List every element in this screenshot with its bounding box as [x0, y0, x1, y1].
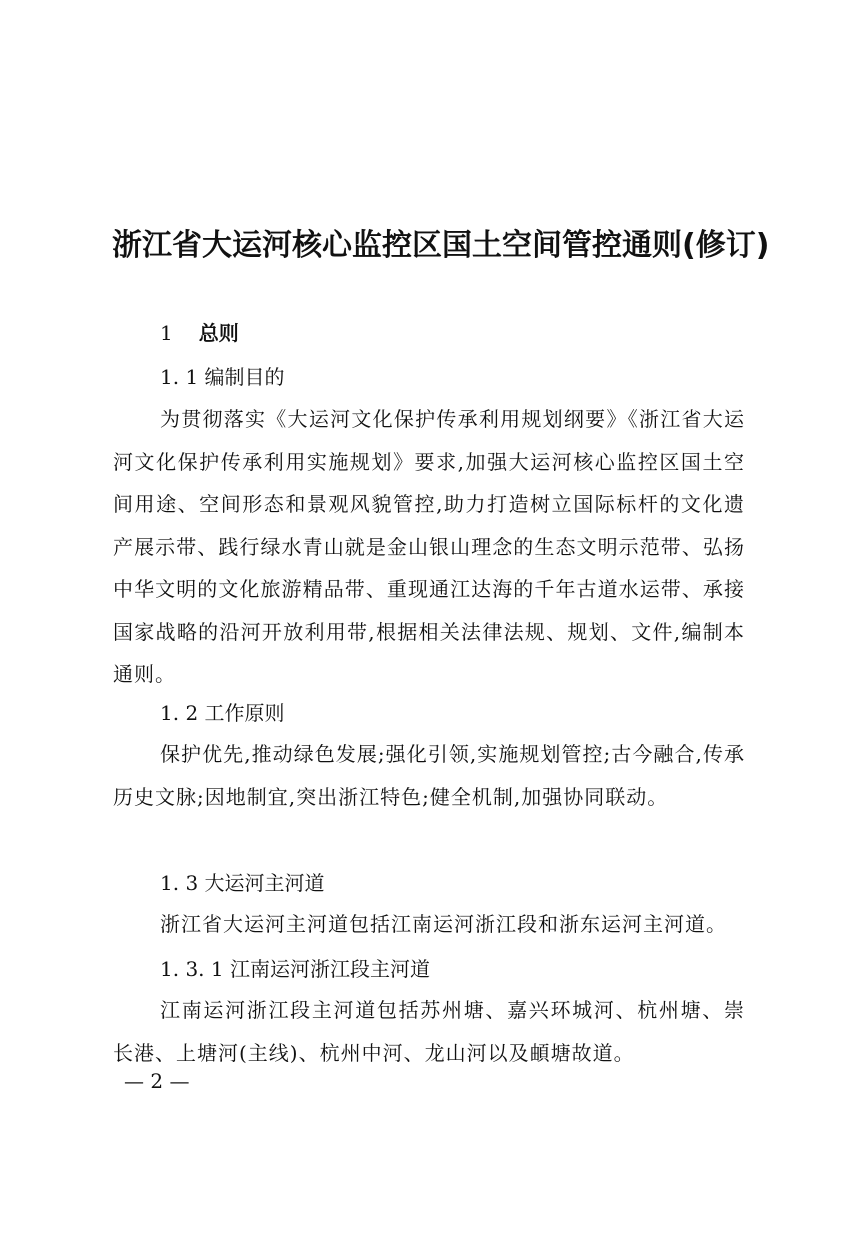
- section-number: 1: [160, 321, 173, 345]
- paragraph-purpose: 为贯彻落实《大运河文化保护传承利用规划纲要》《浙江省大运河文化保护传承利用实施规划》要求,加强大运河核心监控区国土空间用途、空间形态和景观风貌管控,助力打造树立国际标杆的文化遗产展示带、践行绿水青山就是金山银山理念的生态文明示范带、弘扬中华文明的文化旅游精品带、重现通江达海的千年古道水运带、承接国家战略的沿河开放利用带,根据相关法律法规、规划、文件,编制本通则。: [113, 407, 745, 686]
- page-number: — 2 —: [124, 1069, 190, 1093]
- paragraph-principles: 保护优先,推动绿色发展;强化引领,实施规划管控;古今融合,传承历史文脉;因地制宜,突出浙江特色;健全机制,加强协同联动。: [113, 742, 745, 809]
- subsection-heading-1-3: 1. 3 大运河主河道: [160, 871, 325, 895]
- paragraph-main-channel: 浙江省大运河主河道包括江南运河浙江段和浙东运河主河道。: [160, 912, 727, 936]
- document-title: 浙江省大运河核心监控区国土空间管控通则(修订): [112, 228, 770, 263]
- subsection-heading-1-2: 1. 2 工作原则: [160, 701, 285, 725]
- subsection-heading-1-3-1: 1. 3. 1 江南运河浙江段主河道: [160, 957, 430, 981]
- section-heading-1: [160, 318, 239, 348]
- section-title: 总则: [198, 321, 239, 345]
- subsection-heading-1-1: 1. 1 编制目的: [160, 365, 285, 389]
- paragraph-jiangnan-canal: 江南运河浙江段主河道包括苏州塘、嘉兴环城河、杭州塘、崇长港、上塘河(主线)、杭州中河、龙山河以及頔塘故道。: [113, 998, 745, 1065]
